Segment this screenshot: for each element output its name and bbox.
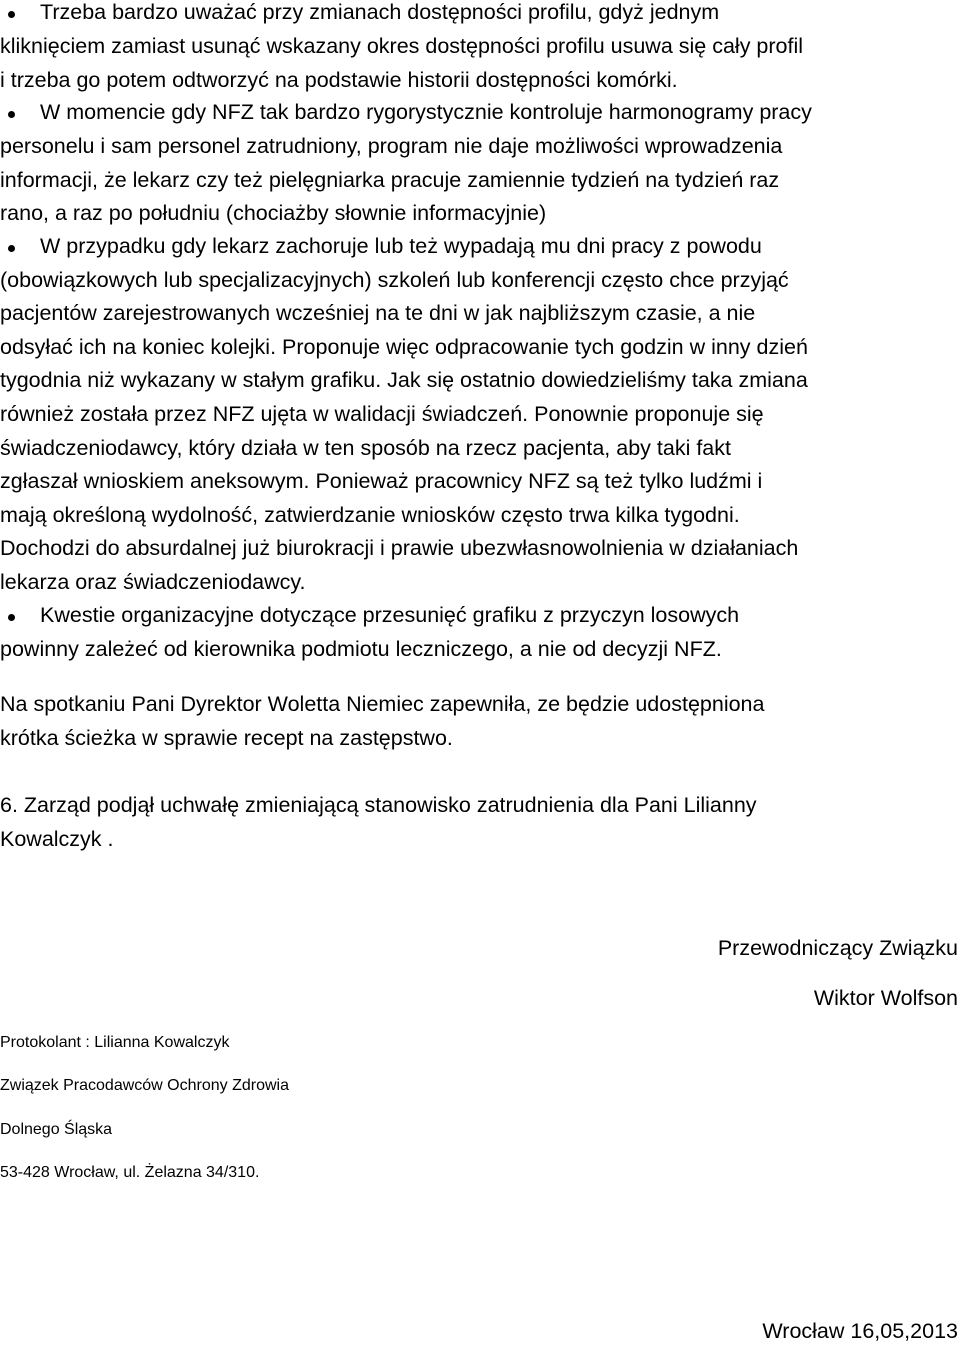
text-line: Kwestie organizacyjne dotyczące przesunięć grafiku z przyczyn losowych — [40, 603, 740, 627]
bullet-dot — [8, 245, 15, 252]
text-line: tygodnia niż wykazany w stałym grafiku. Jak się ostatnio dowiedzieliśmy taka zmiana — [0, 368, 808, 392]
text-line: powinny zależeć od kierownika podmiotu leczniczego, a nie od decyzji NFZ. — [0, 637, 722, 661]
text-line: również została przez NFZ ujęta w walidacji świadczeń. Ponownie proponuje się — [0, 402, 764, 426]
text-line: (obowiązkowych lub specjalizacyjnych) szkoleń lub konferencji często chce przyjąć — [0, 268, 789, 292]
signature-name: Wiktor Wolfson — [813, 986, 958, 1010]
text-line: Trzeba bardzo uważać przy zmianach dostępności profilu, gdyż jednym — [40, 0, 720, 24]
text-line: odsyłać ich na koniec kolejki. Proponuje więc odpracowanie tych godzin w inny dzień — [0, 335, 808, 359]
signature-title: Przewodniczący Związku — [717, 936, 958, 960]
text-line: Na spotkaniu Pani Dyrektor Woletta Niemiec zapewniła, ze będzie udostępniona — [0, 692, 765, 716]
text-line: pacjentów zarejestrowanych wcześniej na te dni w jak najbliższym czasie, a nie — [0, 301, 756, 325]
text-line: rano, a raz po południu (chociażby słownie informacyjnie) — [0, 201, 547, 225]
text-line: kliknięciem zamiast usunąć wskazany okres dostępności profilu usuwa się cały profil — [0, 34, 804, 58]
place-and-date: Wrocław 16,05,2013 — [762, 1319, 958, 1343]
text-line: informacji, że lekarz czy też pielęgniarka pracuje zamiennie tydzień na tydzień raz — [0, 168, 780, 192]
text-line: krótka ścieżka w sprawie recept na zastępstwo. — [0, 726, 453, 750]
text-line: lekarza oraz świadczeniodawcy. — [0, 570, 306, 594]
bullet-dot — [8, 111, 15, 118]
text-line: mają określoną wydolność, zatwierdzanie wniosków często trwa kilka tygodni. — [0, 503, 740, 527]
text-line: 6. Zarząd podjął uchwałę zmieniającą stanowisko zatrudnienia dla Pani Lilianny — [0, 793, 757, 817]
text-line: i trzeba go potem odtworzyć na podstawie historii dostępności komórki. — [0, 68, 678, 92]
organization-region: Dolnego Śląska — [0, 1121, 113, 1138]
bullet-dot — [8, 11, 15, 18]
text-line: personelu i sam personel zatrudniony, program nie daje możliwości wprowadzenia — [0, 134, 783, 158]
organization-name: Związek Pracodawców Ochrony Zdrowia — [0, 1077, 289, 1094]
text-line: W przypadku gdy lekarz zachoruje lub też wypadają mu dni pracy z powodu — [40, 234, 762, 258]
protocol-author: Protokolant : Lilianna Kowalczyk — [0, 1034, 230, 1051]
organization-address: 53-428 Wrocław, ul. Żelazna 34/310. — [0, 1164, 260, 1181]
text-line: Kowalczyk . — [0, 827, 114, 851]
text-line: zgłaszał wnioskiem aneksowym. Ponieważ pracownicy NFZ są też tylko ludźmi i — [0, 469, 763, 493]
text-line: W momencie gdy NFZ tak bardzo rygorystycznie kontroluje harmonogramy pracy — [40, 100, 812, 124]
text-line: Dochodzi do absurdalnej już biurokracji i prawie ubezwłasnowolnienia w działaniach — [0, 536, 799, 560]
text-line: świadczeniodawcy, który działa w ten sposób na rzecz pacjenta, aby taki fakt — [0, 436, 731, 460]
bullet-dot — [8, 614, 15, 621]
